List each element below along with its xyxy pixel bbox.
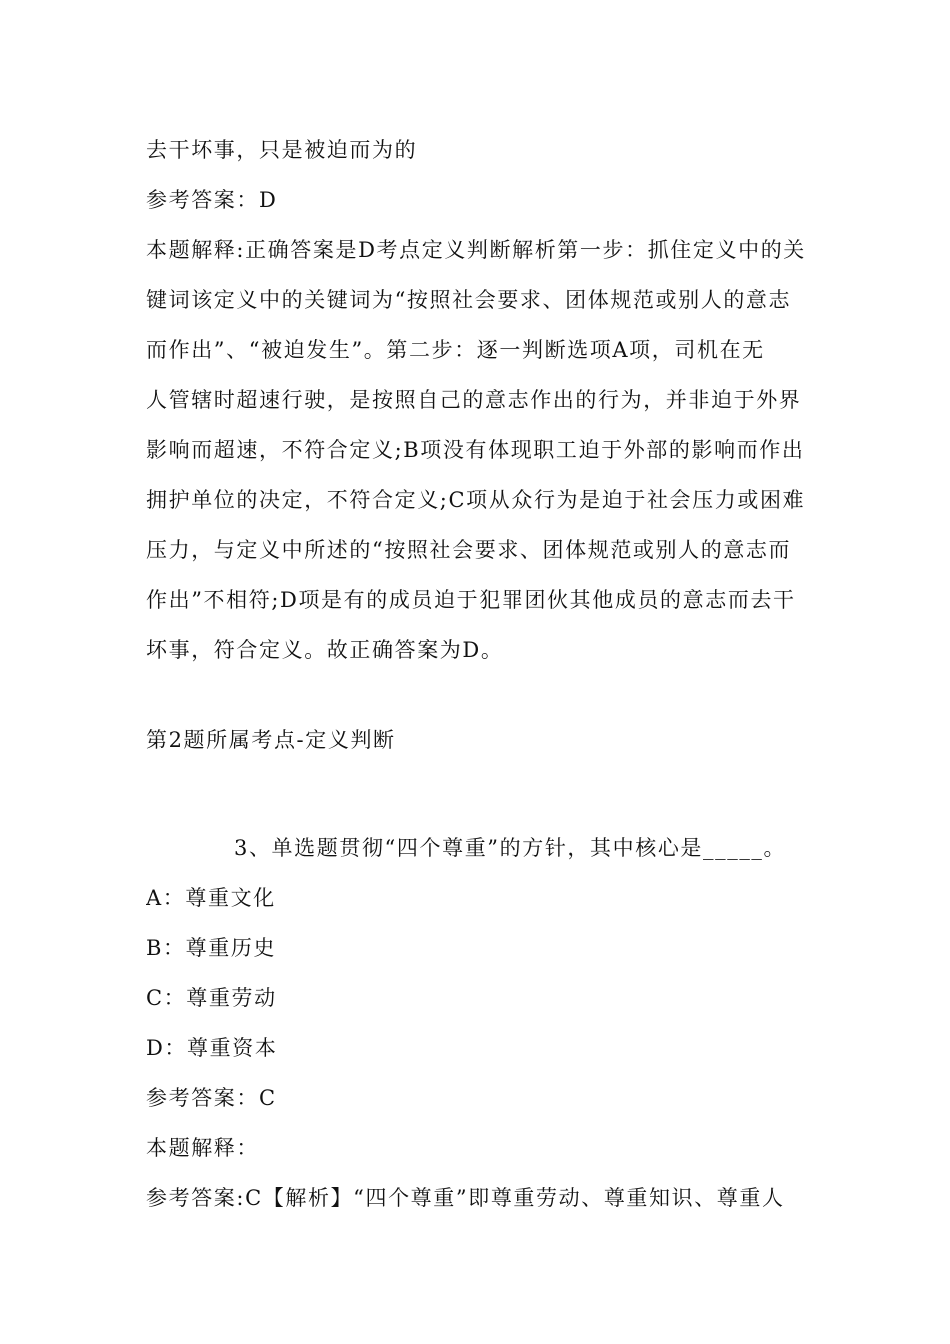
option-a: A：尊重文化 (146, 886, 276, 910)
explanation-line: 压力，与定义中所述的“按照社会要求、团体规范或别人的意志而 (146, 538, 792, 562)
explanation-line: 键词该定义中的关键词为“按照社会要求、团体规范或别人的意志 (146, 288, 792, 312)
explanation-line: 作出”不相符;D项是有的成员迫于犯罪团伙其他成员的意志而去干 (146, 588, 796, 612)
option-continuation: 去干坏事，只是被迫而为的 (146, 138, 418, 162)
topic-note: 第2题所属考点-定义判断 (146, 728, 396, 752)
explanation-line: 坏事，符合定义。故正确答案为D。 (146, 638, 504, 662)
answer-line: 参考答案：D (146, 188, 278, 212)
explanation-line: 参考答案:C【解析】“四个尊重”即尊重劳动、尊重知识、尊重人 (146, 1186, 785, 1210)
explanation-line: 影响而超速，不符合定义;B项没有体现职工迫于外部的影响而作出 (146, 438, 805, 462)
explanation-line: 本题解释:正确答案是D考点定义判断解析第一步：抓住定义中的关 (146, 238, 806, 262)
option-b: B：尊重历史 (146, 936, 277, 960)
document-body (146, 130, 811, 1228)
explanation-line: 而作出”、“被迫发生”。第二步：逐一判断选项A项，司机在无 (146, 338, 765, 362)
question-stem: 3、单选题贯彻“四个尊重”的方针，其中核心是_____。 (234, 836, 787, 860)
options-list (146, 878, 811, 1078)
answer-line: 参考答案：C (146, 1086, 277, 1110)
explanation-line: 拥护单位的决定，不符合定义;C项从众行为是迫于社会压力或困难 (146, 488, 806, 512)
option-d: D：尊重资本 (146, 1036, 278, 1060)
section-spacer (146, 680, 811, 720)
explanation-label: 本题解释： (146, 1136, 259, 1160)
explanation-line: 人管辖时超速行驶，是按照自己的意志作出的行为，并非迫于外界 (146, 388, 802, 412)
option-c: C：尊重劳动 (146, 986, 277, 1010)
question-spacer (146, 770, 811, 828)
explanation-block (146, 230, 811, 680)
